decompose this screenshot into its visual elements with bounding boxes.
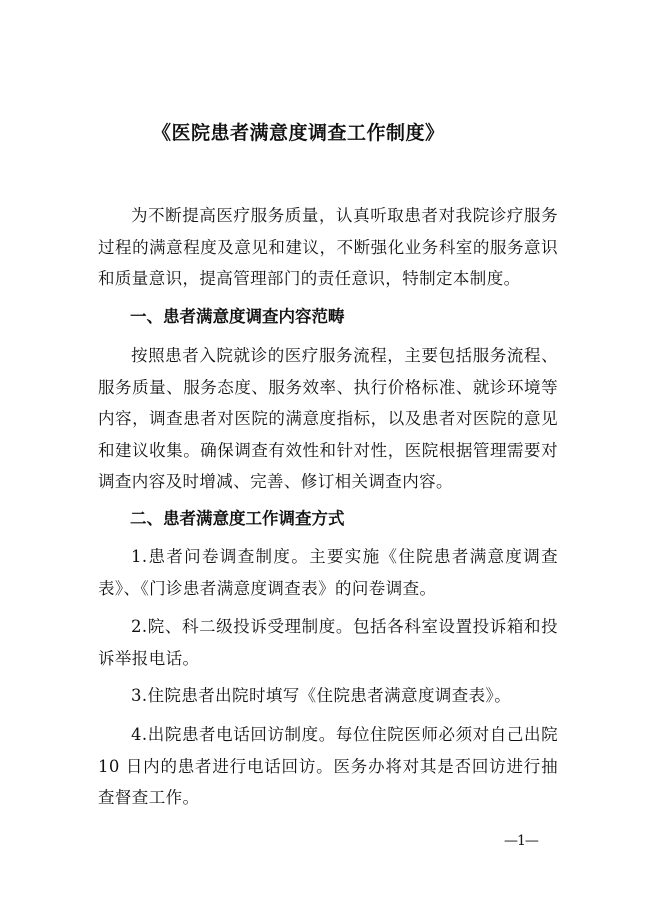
intro-paragraph: 为不断提高医疗服务质量，认真听取患者对我院诊疗服务过程的满意程度及意见和建议，不断强化业务科室的服务意识和质量意识，提高管理部门的责任意识，特制定本制度。 — [98, 206, 558, 289]
section-2-heading: 二、患者满意度工作调查方式 — [130, 509, 345, 528]
section-2-item-1: 1.患者问卷调查制度。主要实施《住院患者满意度调查表》、《门诊患者满意度调查表》的问卷调查。 — [98, 547, 558, 598]
page-number: —1— — [504, 833, 538, 849]
section-2-item-4: 4.出院患者电话回访制度。每位住院医师必须对自己出院 10 日内的患者进行电话回访。医务办将对其是否回访进行抽查督查工作。 — [98, 725, 558, 808]
section-1-heading: 一、患者满意度调查内容范畴 — [130, 307, 345, 326]
section-2-item-2: 2.院、科二级投诉受理制度。包括各科室设置投诉箱和投诉举报电话。 — [98, 617, 558, 668]
document-title: 《医院患者满意度调查工作制度》 — [152, 122, 445, 144]
section-2-item-3: 3.住院患者出院时填写《住院患者满意度调查表》。 — [131, 686, 512, 705]
section-1-paragraph: 按照患者入院就诊的医疗服务流程，主要包括服务流程、服务质量、服务态度、服务效率、执行价格标准、就诊环境等内容，调查患者对医院的满意度指标，以及患者对医院的意见和建议收集。确保调查有效性和针对性，医院根据管理需要对调查内容及时增减、完善、修订相关调查内容。 — [98, 346, 558, 492]
